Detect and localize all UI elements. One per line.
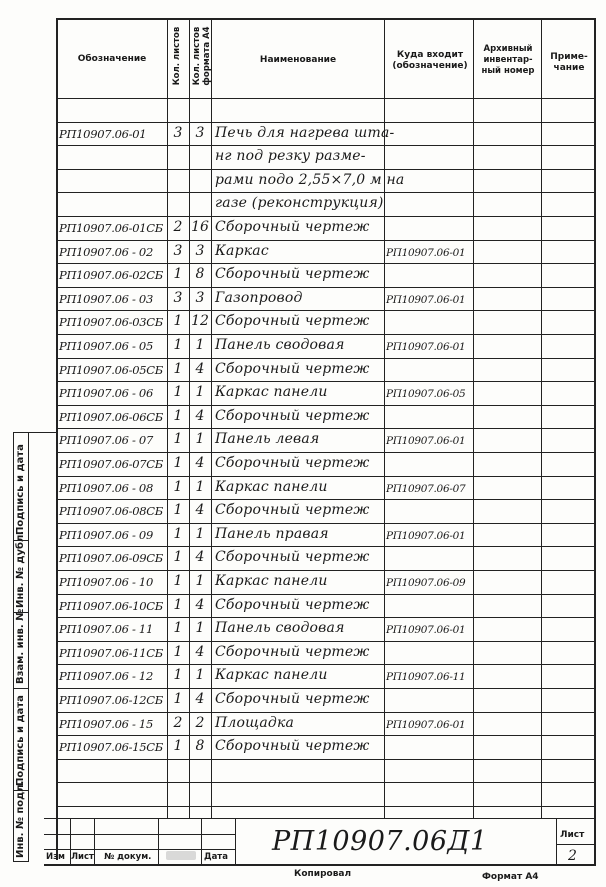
row-name: Сборочный чертеж — [215, 361, 370, 377]
row-sheets-a4: 8 — [195, 738, 205, 754]
row-name: Каркас панели — [215, 667, 328, 683]
row-sheets: 1 — [173, 644, 183, 660]
frame-top — [56, 18, 596, 20]
strip-top — [13, 432, 28, 433]
row-name: нг под резку разме- — [215, 148, 366, 164]
col-sep-2 — [189, 18, 190, 818]
row-line — [56, 216, 596, 217]
side-inv-orig: Инв. № подл. — [15, 780, 26, 858]
col-sep-5 — [473, 18, 474, 818]
row-sheets: 1 — [173, 384, 183, 400]
header-bottom-line — [56, 98, 596, 99]
row-where-used: РП10907.06-01 — [386, 530, 466, 542]
row-designation: РП10907.06-10СБ — [59, 599, 163, 613]
row-designation: РП10907.06-05СБ — [59, 363, 163, 377]
header-where-used: Куда входит (обозначение) — [392, 50, 468, 71]
row-sheets: 1 — [173, 526, 183, 542]
row-sheets-a4: 3 — [195, 290, 205, 306]
row-sheets-a4: 3 — [195, 125, 205, 141]
row-sheets-a4: 1 — [195, 384, 205, 400]
row-line — [56, 428, 596, 429]
row-sheets: 1 — [173, 408, 183, 424]
row-name: Сборочный чертеж — [215, 502, 370, 518]
row-designation: РП10907.06 - 08 — [59, 481, 153, 495]
row-designation: РП10907.06 - 11 — [59, 622, 153, 636]
row-where-used: РП10907.06-11 — [386, 671, 466, 683]
row-name: Каркас панели — [215, 479, 328, 495]
row-line — [56, 759, 596, 760]
row-name: Сборочный чертеж — [215, 455, 370, 471]
side-replace-inv: Взам. инв. № — [15, 608, 26, 684]
row-line — [56, 358, 596, 359]
row-name: Сборочный чертеж — [215, 691, 370, 707]
row-line — [56, 782, 596, 783]
row-designation: РП10907.06-09СБ — [59, 551, 163, 565]
row-sheets-a4: 1 — [195, 479, 205, 495]
row-line — [56, 240, 596, 241]
row-designation: РП10907.06 - 12 — [59, 669, 153, 683]
row-designation: РП10907.06 - 03 — [59, 292, 153, 306]
stamp-sheet-label: Лист — [560, 830, 585, 840]
row-designation: РП10907.06-07СБ — [59, 457, 163, 471]
row-line — [56, 712, 596, 713]
row-name: Сборочный чертеж — [215, 738, 370, 754]
row-line — [56, 122, 596, 123]
row-line — [56, 806, 596, 807]
stamp-v-4 — [201, 818, 202, 864]
row-name: Сборочный чертеж — [215, 266, 370, 282]
row-sheets: 1 — [173, 738, 183, 754]
header-designation: Обозначение — [77, 54, 147, 64]
stamp-v-3 — [158, 818, 159, 864]
row-name: Сборочный чертеж — [215, 597, 370, 613]
row-sheets: 1 — [173, 431, 183, 447]
row-sheets: 3 — [173, 125, 183, 141]
row-sheets-a4: 4 — [195, 455, 205, 471]
row-where-used: РП10907.06-09 — [386, 577, 466, 589]
row-line — [56, 287, 596, 288]
row-name: Сборочный чертеж — [215, 219, 370, 235]
header-sheets-count: Кол. листов — [172, 26, 182, 86]
footer-format: Формат А4 — [482, 872, 539, 882]
row-sheets: 1 — [173, 502, 183, 518]
row-where-used: РП10907.06-01 — [386, 624, 466, 636]
row-line — [56, 546, 596, 547]
row-sheets-a4: 1 — [195, 620, 205, 636]
row-line — [56, 594, 596, 595]
row-sheets: 1 — [173, 479, 183, 495]
row-name: Каркас — [215, 243, 269, 259]
strip-join — [28, 432, 56, 433]
col-sep-6 — [541, 18, 542, 818]
row-designation: РП10907.06 - 02 — [59, 245, 153, 259]
side-sign-date-top: Подпись и дата — [15, 444, 26, 535]
row-sheets: 1 — [173, 667, 183, 683]
row-sheets: 1 — [173, 361, 183, 377]
row-sheets-a4: 3 — [195, 243, 205, 259]
frame-bottom — [44, 864, 596, 866]
row-sheets: 1 — [173, 549, 183, 565]
row-sheets: 1 — [173, 620, 183, 636]
row-line — [56, 735, 596, 736]
col-sep-1 — [167, 18, 168, 818]
row-where-used: РП10907.06-01 — [386, 294, 466, 306]
stamp-sheet-div — [556, 844, 596, 845]
row-sheets-a4: 4 — [195, 691, 205, 707]
row-sheets: 2 — [173, 219, 183, 235]
row-line — [56, 263, 596, 264]
row-name: Сборочный чертеж — [215, 408, 370, 424]
row-designation: РП10907.06 - 10 — [59, 575, 153, 589]
row-sheets-a4: 4 — [195, 361, 205, 377]
row-sheets: 1 — [173, 597, 183, 613]
row-sheets-a4: 1 — [195, 526, 205, 542]
stamp-v-5 — [235, 818, 236, 864]
strip-bottom — [13, 861, 28, 862]
row-sheets: 1 — [173, 455, 183, 471]
row-designation: РП10907.06-08СБ — [59, 504, 163, 518]
row-sheets-a4: 8 — [195, 266, 205, 282]
row-name: рами подо 2,55×7,0 м на — [215, 172, 405, 188]
row-designation: РП10907.06 - 15 — [59, 717, 153, 731]
strip-right — [28, 432, 29, 862]
stamp-row-2 — [44, 834, 235, 835]
row-designation: РП10907.06-12СБ — [59, 693, 163, 707]
row-sheets-a4: 4 — [195, 597, 205, 613]
row-sheets-a4: 1 — [195, 431, 205, 447]
row-sheets: 1 — [173, 337, 183, 353]
row-line — [56, 145, 596, 146]
row-where-used: РП10907.06-01 — [386, 341, 466, 353]
row-line — [56, 641, 596, 642]
row-designation: РП10907.06 - 05 — [59, 339, 153, 353]
row-name: Панель сводовая — [215, 337, 345, 353]
row-sheets: 1 — [173, 573, 183, 589]
row-sheets: 1 — [173, 691, 183, 707]
row-designation: РП10907.06-01 — [59, 127, 147, 141]
document-code: РП10907.06Д1 — [272, 826, 488, 857]
row-line — [56, 192, 596, 193]
row-sheets-a4: 4 — [195, 408, 205, 424]
row-where-used: РП10907.06-07 — [386, 483, 466, 495]
row-sheets-a4: 16 — [191, 219, 209, 235]
row-where-used: РП10907.06-01 — [386, 435, 466, 447]
header-archive: Архивный инвентар-ный номер — [481, 44, 535, 76]
stamp-v-6 — [556, 818, 557, 864]
row-name: Сборочный чертеж — [215, 549, 370, 565]
side-inv-dup: Инв. № дубл. — [15, 530, 26, 608]
row-name: Площадка — [215, 715, 295, 731]
row-name: газе (реконструкция) — [215, 195, 384, 211]
row-designation: РП10907.06-11СБ — [59, 646, 163, 660]
row-name: Панель сводовая — [215, 620, 345, 636]
row-line — [56, 334, 596, 335]
row-sheets-a4: 4 — [195, 549, 205, 565]
row-sheets-a4: 1 — [195, 337, 205, 353]
strip-left — [13, 432, 14, 862]
row-line — [56, 169, 596, 170]
row-line — [56, 381, 596, 382]
row-designation: РП10907.06-03СБ — [59, 315, 163, 329]
stamp-sheet-number: 2 — [568, 848, 577, 864]
row-line — [56, 476, 596, 477]
row-sheets-a4: 4 — [195, 644, 205, 660]
row-line — [56, 664, 596, 665]
row-line — [56, 499, 596, 500]
row-line — [56, 310, 596, 311]
header-sheets-a4: Кол. листов формата А4 — [192, 26, 212, 86]
row-name: Панель левая — [215, 431, 320, 447]
stamp-list: Лист — [71, 852, 94, 862]
row-where-used: РП10907.06-01 — [386, 247, 466, 259]
row-line — [56, 617, 596, 618]
header-notes: Приме-чание — [550, 52, 588, 73]
footer-copied: Копировал — [294, 869, 352, 879]
stamp-row-3 — [44, 849, 235, 850]
row-sheets-a4: 1 — [195, 573, 205, 589]
row-sheets-a4: 12 — [191, 313, 209, 329]
row-designation: РП10907.06 - 07 — [59, 433, 153, 447]
row-name: Сборочный чертеж — [215, 313, 370, 329]
row-line — [56, 688, 596, 689]
header-name: Наименование — [259, 55, 337, 65]
row-sheets-a4: 1 — [195, 667, 205, 683]
row-designation: РП10907.06-01СБ — [59, 221, 163, 235]
row-sheets-a4: 4 — [195, 502, 205, 518]
row-designation: РП10907.06 - 06 — [59, 386, 153, 400]
row-line — [56, 570, 596, 571]
row-where-used: РП10907.06-01 — [386, 719, 466, 731]
stamp-signature-smudge — [166, 851, 196, 860]
row-name: Панель правая — [215, 526, 329, 542]
row-name: Печь для нагрева шта- — [215, 125, 395, 141]
side-sign-date-bottom: Подпись и дата — [15, 695, 26, 786]
row-line — [56, 405, 596, 406]
row-line — [56, 523, 596, 524]
row-designation: РП10907.06-15СБ — [59, 740, 163, 754]
row-sheets: 2 — [173, 715, 183, 731]
stamp-v-2 — [94, 818, 95, 864]
strip-div-3 — [13, 688, 28, 689]
stamp-izm: Изм — [46, 852, 66, 862]
stamp-doc-no: № докум. — [104, 852, 152, 862]
row-sheets: 1 — [173, 313, 183, 329]
row-name: Сборочный чертеж — [215, 644, 370, 660]
stamp-top-line — [44, 818, 596, 819]
row-sheets: 3 — [173, 243, 183, 259]
row-sheets-a4: 2 — [195, 715, 205, 731]
row-sheets: 3 — [173, 290, 183, 306]
row-where-used: РП10907.06-05 — [386, 388, 466, 400]
row-name: Газопровод — [215, 290, 303, 306]
col-sep-3 — [211, 18, 212, 818]
row-line — [56, 452, 596, 453]
row-sheets: 1 — [173, 266, 183, 282]
row-name: Каркас панели — [215, 573, 328, 589]
row-designation: РП10907.06-06СБ — [59, 410, 163, 424]
row-designation: РП10907.06 - 09 — [59, 528, 153, 542]
row-name: Каркас панели — [215, 384, 328, 400]
row-designation: РП10907.06-02СБ — [59, 268, 163, 282]
stamp-date: Дата — [204, 852, 228, 862]
